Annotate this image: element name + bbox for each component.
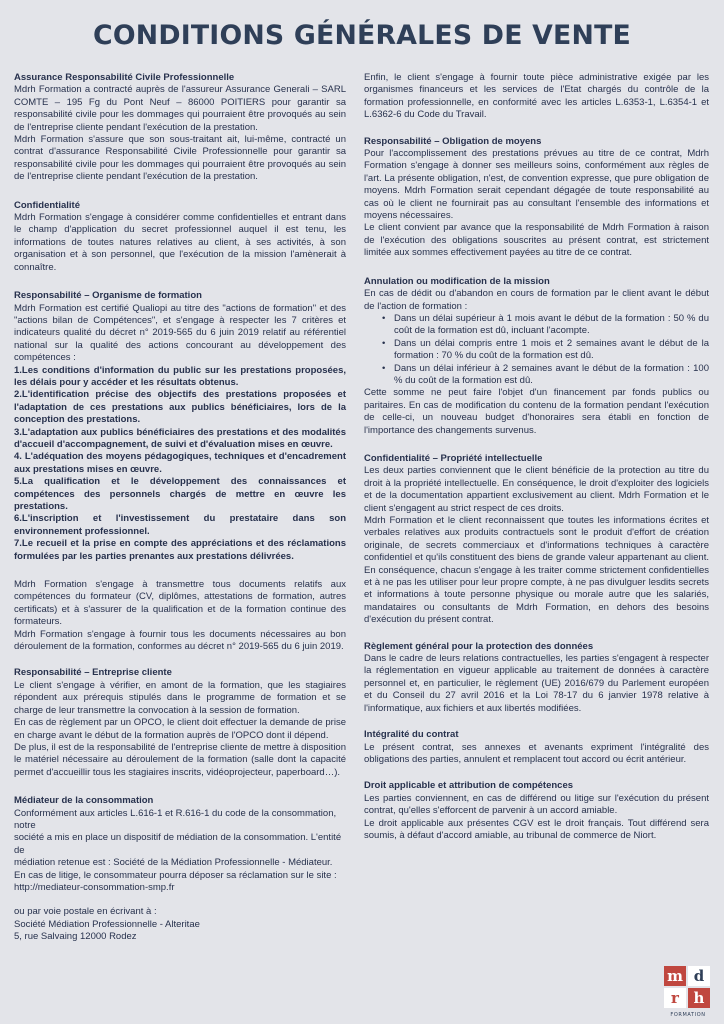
section-heading: Médiateur de la consommation	[14, 795, 154, 807]
section-heading: Confidentialité – Propriété intellectuelle	[364, 452, 543, 464]
paragraph: Mdrh Formation s'assure que son sous-traitant ait, lui-même, contracté un contrat d'assurance Responsabilité Civile Professionnelle pour garantir sa responsabilité civile pour les dommages qui pourraient être provoqués au sein de l'entreprise cliente pendant l'exécution de la prestation.	[14, 134, 346, 183]
section-droit-applicable	[364, 780, 709, 842]
section-rgpd	[364, 641, 709, 715]
paragraph: Les deux parties conviennent que le client bénéficie de la protection au titre du droit à la propriété intellectuelle. En conséquence, le droit d'exploiter des logiciels et de la documentation appartient exclusivement au client. Mdrh Formation et le client s'engagent au strict respect de ces droits.	[364, 465, 709, 514]
paragraph: Le présent contrat, ses annexes et avenants expriment l'intégralité des obligations des parties, annulent et remplacent tout accord ou écrit antérieur.	[364, 741, 709, 765]
section-heading: Règlement général pour la protection des données	[364, 640, 594, 652]
section-propriete-intellectuelle	[364, 453, 709, 627]
section-responsabilite-organisme	[14, 290, 346, 653]
logo-letter-h: h	[693, 989, 705, 1007]
section-client-documents	[364, 72, 709, 122]
paragraph: Enfin, le client s'engage à fournir toute pièce administrative exigée par les organismes financeurs et les services de l'Etat chargés du contrôle de la formation professionnelle, en conformité avec les articles L.6353-1, L.6354-1 et L.6362-6 du Code du Travail.	[364, 72, 709, 121]
text-line: ou par voie postale en écrivant à :	[14, 906, 157, 918]
criteria-item: 2.L'identification précise des objectifs des prestations proposées et l'adaptation de ces prestations aux publics bénéficiaires, lors de la conception des prestations.	[14, 389, 346, 426]
cancellation-list	[364, 313, 709, 387]
criteria-item: 4. L'adéquation des moyens pédagogiques, techniques et d'encadrement aux prestations mises en œuvre.	[14, 451, 346, 475]
paragraph: Cette somme ne peut faire l'objet d'un financement par fonds publics ou paritaires. En cas de modification du contenu de la formation pendant l'exécution de celle-ci, un nouveau budget d'honoraires sera établi en fonction de l'importance des changements survenus.	[364, 387, 709, 436]
paragraph: Mdrh Formation s'engage à transmettre tous documents relatifs aux compétences du formateur (CV, diplômes, attestations de formation, autres certificats) et à s'assurer de la qualification et de la formation continue des formateurs.	[14, 579, 346, 628]
list-item: • Dans un délai compris entre 1 mois et 2 semaines avant le début de la formation : 70 % du coût de la formation est dû.	[382, 338, 709, 363]
text-line: Conformément aux articles L.616-1 et R.616-1 du code de la consommation, notre	[14, 807, 337, 831]
paragraph: Mdrh Formation a contracté auprès de l'assureur Assurance Generali – SARL COMTE – 195 Fg du Pont Neuf – 86000 POITIERS pour garantir sa responsabilité civile pour les dommages qui pourraient être provoqués au sein de l'entreprise cliente pendant l'exécution de la prestation.	[14, 84, 346, 133]
document-title: CONDITIONS GÉNÉRALES DE VENTE	[93, 20, 631, 51]
paragraph: En cas de règlement par un OPCO, le client doit effectuer la demande de prise en charge avant le début de la formation auprès de l'OPCO dont il dépend.	[14, 717, 346, 741]
section-heading: Confidentialité	[14, 199, 80, 211]
criteria-item: 3.L'adaptation aux publics bénéficiaires des prestations et des modalités d'accueil d'accompagnement, de suivi et d'évaluation mises en œuvre.	[14, 426, 346, 450]
section-heading: Droit applicable et attribution de compétences	[364, 780, 574, 792]
section-heading: Responsabilité – Entreprise cliente	[14, 667, 172, 679]
paragraph: Le client s'engage à vérifier, en amont de la formation, que les stagiaires répondent aux prérequis stipulés dans le programme de formation et se charge de leur transmettre la convocation à la session de formation.	[14, 679, 346, 716]
text-line: 5, rue Salvaing 12000 Rodez	[14, 931, 137, 943]
section-assurance	[14, 72, 346, 184]
paragraph: Les parties conviennent, en cas de différend ou litige sur l'exécution du présent contrat, qu'elles s'efforcent de parvenir à un accord amiable.	[364, 792, 709, 817]
criteria-item: 5.La qualification et le développement des connaissances et compétences des personnels chargés de mettre en œuvre les prestations.	[14, 476, 346, 512]
paragraph: Le client convient par avance que la responsabilité de Mdrh Formation à raison de l'exécution des obligations souscrites au présent contrat, est strictement limitée aux sommes effectivement payées au titre de ce contrat.	[364, 222, 709, 259]
paragraph: Mdrh Formation et le client reconnaissent que toutes les informations écrites et verbales relatives aux produits contractuels sont le produit d'effort de création originale, de secrets commerciaux et d'informations techniques à caractère confidentiel et qu'ils constituent des biens de grande valeur appartenant au client. En conséquence, chacun s'engage à les traiter comme strictement confidentielles et à ne pas les utiliser pour leur propre compte, à ne pas divulguer lesdits secrets et informations à toute personne physique ou morale autre que les salariés, mandataires ou consultants de Mdrh Formation, en dehors des besoins d'exécution du présent contrat.	[364, 515, 709, 626]
text-line: société a mis en place un dispositif de médiation de la consommation. L'entité de	[14, 832, 342, 856]
section-integralite	[364, 729, 709, 766]
paragraph: De plus, il est de la responsabilité de l'entreprise cliente de mettre à disposition le matériel nécessaire au déroulement de la formation (salle dont la capacité permet d'accueillir tous les stagiaires inscrits, vidéoprojecteur, paperboard…).	[14, 741, 346, 778]
paragraph: Mdrh Formation s'engage à considérer comme confidentielles et entrant dans le champ d'application du secret professionnel auquel il est tenu, les informations de toutes natures relatives au client, à ses activités, à son organisation et à son personnel, que l'exécution de la mission l'amènerait à connaître.	[14, 212, 346, 273]
left-column	[14, 72, 346, 956]
right-column	[364, 72, 709, 854]
paragraph: Dans le cadre de leurs relations contractuelles, les parties s'engagent à respecter la réglementation en vigueur applicable au traitement de données à caractère personnel et, en particulier, le règlement (UE) 2016/679 du Parlement européen et du Conseil du 27 avril 2016 et la Loi 78-17 du 6 janvier 1978 relative à l'informatique, aux fichiers et aux libertés modifiées.	[364, 653, 709, 714]
mdrh-logo	[662, 964, 714, 1018]
section-heading: Annulation ou modification de la mission	[364, 275, 550, 287]
paragraph: Pour l'accomplissement des prestations prévues au titre de ce contrat, Mdrh Formation s'engage à donner ses meilleurs soins, conformément aux règles de l'art. La présente obligation, n'est, de convention expresse, que pure obligation de moyens. Mdrh Formation serait cependant dégagée de toute responsabilité au cas où le client ne fournirait pas au consultant l'ensemble des informations et moyens nécessaires.	[364, 148, 709, 222]
text-line: En cas de litige, le consommateur pourra déposer sa réclamation sur le site :	[14, 869, 337, 881]
paragraph: Le droit applicable aux présentes CGV est le droit français. Tout différend sera soumis, à défaut d'accord amiable, au tribunal de commerce de Niort.	[364, 817, 709, 841]
criteria-item: 1.Les conditions d'information du public sur les prestations proposées, les délais pour y accéder et les résultats obtenus.	[14, 364, 346, 388]
section-obligation-moyens	[364, 136, 709, 260]
section-heading: Responsabilité – Organisme de formation	[14, 290, 202, 302]
mediator-url[interactable]: http://mediateur-consommation-smp.fr	[14, 881, 175, 893]
section-annulation	[364, 276, 709, 437]
list-item: • Dans un délai supérieur à 1 mois avant le début de la formation : 50 % du coût de la formation est dû, incluant l'acompte.	[382, 313, 709, 338]
mdrh-logo-mark	[662, 964, 714, 1010]
list-item: • Dans un délai inférieur à 2 semaines avant le début de la formation : 100 % du coût de la formation est dû.	[382, 363, 709, 388]
logo-letter-m: m	[667, 967, 683, 985]
logo-letter-d: d	[693, 967, 705, 985]
section-heading: Responsabilité – Obligation de moyens	[364, 135, 542, 147]
logo-caption: FORMATION	[670, 1012, 706, 1018]
paragraph: Mdrh Formation s'engage à fournir tous les documents nécessaires au bon déroulement de la formation, conformes au décret n° 2019-565 du 6 juin 2019.	[14, 628, 346, 653]
criteria-item: 6.L'inscription et l'investissement du prestataire dans son environnement professionnel.	[14, 513, 346, 537]
paragraph: En cas de dédit ou d'abandon en cours de formation par le client avant le début de l'action de formation :	[364, 288, 709, 312]
section-responsabilite-client	[14, 667, 346, 779]
logo-letter-r: r	[671, 989, 679, 1007]
text-line: Société Médiation Professionnelle - Alteritae	[14, 918, 200, 930]
section-heading: Intégralité du contrat	[364, 729, 459, 741]
section-mediateur	[14, 795, 346, 943]
section-heading: Assurance Responsabilité Civile Professionnelle	[14, 72, 235, 83]
paragraph: Mdrh Formation est certifié Qualiopi au titre des "actions de formation" et des "actions bilan de Compétences", et s'engage à respecter les 7 critères et indicateurs qualité du décret n° 2019-565 du 6 juin 2019 relatif au référentiel national sur la qualité des actions concourant au développement des compétences :	[14, 302, 346, 364]
text-line: médiation retenue est : Société de la Médiation Professionnelle - Médiateur.	[14, 857, 333, 869]
criteria-item: 7.Le recueil et la prise en compte des appréciations et des réclamations formulées par les parties prenantes aux prestations délivrées.	[14, 538, 346, 562]
section-confidentialite	[14, 200, 346, 274]
